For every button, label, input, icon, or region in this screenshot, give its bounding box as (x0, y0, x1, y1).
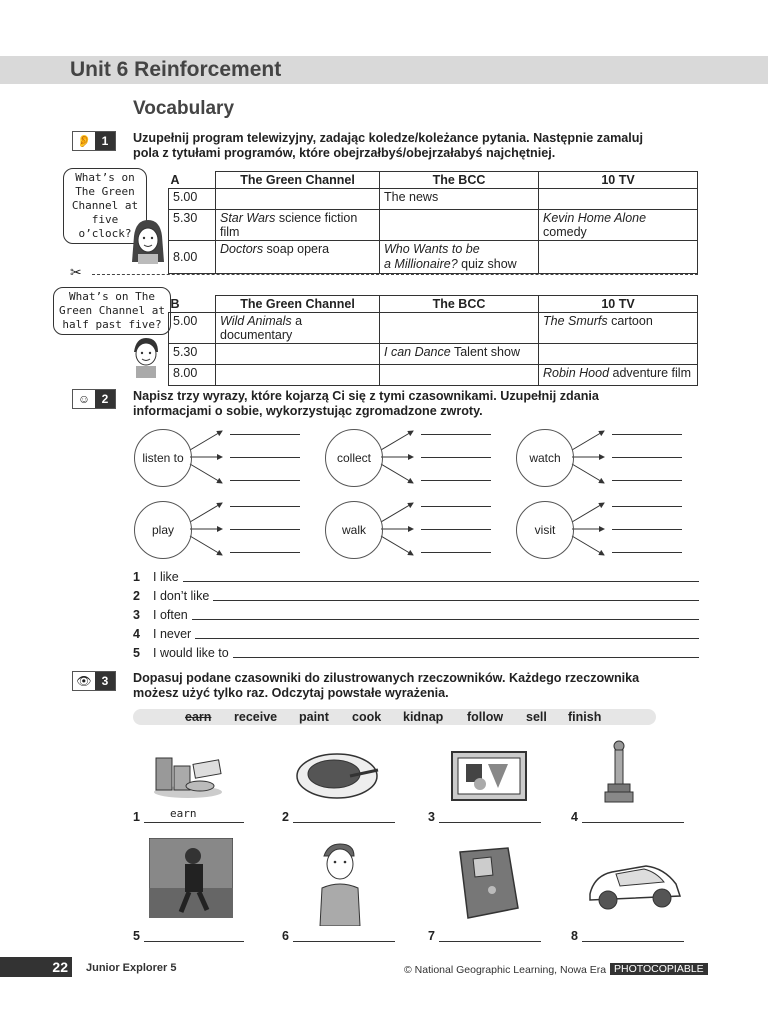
tv-table-a (168, 171, 698, 274)
time-cell: 8.00 (169, 365, 216, 386)
table-row (169, 210, 698, 241)
answer-line[interactable] (612, 529, 682, 530)
answer-line[interactable] (230, 480, 300, 481)
item-number: 6 (282, 929, 289, 943)
sentence-row: 4 I never (133, 622, 699, 641)
table-row (169, 189, 698, 210)
word-bank-item: sell (526, 710, 547, 724)
exercise-number: 1 (95, 132, 115, 150)
answer-line[interactable] (421, 480, 491, 481)
answer-line[interactable] (582, 941, 684, 942)
page-number: 22 (0, 957, 72, 977)
exercise-3-instruction (133, 671, 703, 701)
exercise-1-instruction (133, 131, 703, 161)
answer-line[interactable] (195, 638, 699, 639)
item-number: 4 (571, 810, 578, 824)
exercise-2-badge (72, 389, 116, 409)
exercise-1-badge (72, 131, 116, 151)
bubble-line: Green Channel at (59, 304, 165, 317)
program-cell[interactable]: Robin Hood adventure film (539, 365, 698, 386)
table-row (169, 241, 698, 274)
time-cell: 5.00 (169, 313, 216, 344)
word-bank-item: paint (299, 710, 329, 724)
program-cell[interactable] (539, 344, 698, 365)
book-illustration (452, 846, 522, 922)
trophy-illustration (602, 738, 636, 806)
girl-illustration (124, 216, 170, 266)
sentence-row: 3 I often (133, 603, 699, 622)
program-cell[interactable] (216, 365, 380, 386)
car-illustration (584, 856, 684, 914)
photocopiable-badge: PHOTOCOPIABLE (610, 963, 708, 975)
answer-line[interactable] (582, 822, 684, 823)
instruction-line: możesz użyć tylko raz. Odczytaj powstałe wyrażenia. (133, 686, 449, 700)
program-cell[interactable]: Star Wars science fiction film (216, 210, 380, 241)
program-cell[interactable]: The news (380, 189, 539, 210)
section-title: Vocabulary (133, 98, 235, 119)
table-label: B (170, 296, 180, 311)
answer-line[interactable] (183, 581, 699, 582)
bubble-line: What’s on The (68, 290, 156, 303)
table-row (169, 313, 698, 344)
bubble-line: half past five? (62, 318, 162, 331)
word-bank-item: receive (234, 710, 278, 724)
verb-circle-play: play (134, 501, 192, 559)
instruction-line: informacjami o sobie, wykorzystując zgromadzone zwroty. (133, 404, 483, 418)
copyright: © National Geographic Learning, Nowa Era (404, 964, 607, 976)
cut-line (92, 274, 698, 275)
item-number: 3 (428, 810, 435, 824)
item-number: 8 (571, 929, 578, 943)
word-bank-item: earn (185, 710, 212, 724)
time-cell: 5.30 (169, 210, 216, 241)
program-cell[interactable] (216, 344, 380, 365)
answer-line[interactable] (213, 600, 699, 601)
answer-line[interactable] (421, 552, 491, 553)
answer-line[interactable] (421, 506, 491, 507)
program-cell[interactable]: The Smurfs cartoon (539, 313, 698, 344)
column-header: 10 TV (539, 172, 698, 189)
answer-line[interactable] (439, 941, 541, 942)
bubble-line: What’s on (75, 171, 135, 184)
instruction-line: Napisz trzy wyrazy, które kojarzą Ci się z tymi czasownikami. Uzupełnij zdania (133, 389, 599, 403)
answer-line[interactable] (230, 529, 300, 530)
answer-line[interactable] (439, 822, 541, 823)
word-bank-item: cook (352, 710, 382, 724)
sentence-row: 1 I like (133, 565, 699, 584)
answer-line[interactable] (230, 457, 300, 458)
bubble-line: The Green (75, 185, 135, 198)
table-label: A (170, 172, 180, 187)
answer-line[interactable] (230, 506, 300, 507)
instruction-line: Uzupełnij program telewizyjny, zadając koledze/koleżance pytania. Następnie zamaluj (133, 131, 643, 145)
sentence-row: 2 I don’t like (133, 584, 699, 603)
program-cell[interactable]: I can Dance Talent show (380, 344, 539, 365)
answer-line[interactable] (421, 529, 491, 530)
exercise-3-badge (72, 671, 116, 691)
answer-line[interactable] (612, 434, 682, 435)
time-cell: 5.30 (169, 344, 216, 365)
answer-line[interactable] (612, 480, 682, 481)
exercise-number: 2 (95, 390, 115, 408)
instruction-line: Dopasuj podane czasowniki do zilustrowanych rzeczowników. Każdego rzeczownika (133, 671, 640, 685)
exercise-2-instruction (133, 389, 703, 419)
program-cell[interactable] (539, 189, 698, 210)
eye-icon: 👁 (76, 674, 92, 688)
table-row (169, 344, 698, 365)
answer-line[interactable] (230, 552, 300, 553)
answer-line[interactable] (192, 619, 699, 620)
verb-circle-collect: collect (325, 429, 383, 487)
answer-line[interactable] (612, 457, 682, 458)
program-cell[interactable] (216, 189, 380, 210)
program-cell[interactable]: Wild Animals a documentary (216, 313, 380, 344)
example-answer: earn (170, 807, 197, 820)
answer-line[interactable] (144, 822, 244, 823)
boy-illustration (124, 334, 168, 378)
program-cell[interactable]: Doctors soap opera (216, 241, 380, 274)
column-header: The Green Channel (216, 172, 380, 189)
program-cell[interactable]: Kevin Home Alone comedy (539, 210, 698, 241)
answer-line[interactable] (421, 457, 491, 458)
word-bank (133, 709, 656, 725)
item-number: 7 (428, 929, 435, 943)
answer-line[interactable] (144, 941, 244, 942)
money-illustration (150, 748, 226, 800)
kidnapper-illustration (149, 838, 233, 918)
bubble-line: Channel at (71, 199, 139, 212)
answer-line[interactable] (612, 552, 682, 553)
word-bank-item: follow (467, 710, 504, 724)
program-cell[interactable] (380, 365, 539, 386)
word-bank-item: kidnap (403, 710, 444, 724)
table-row (169, 365, 698, 386)
man-illustration (312, 842, 368, 926)
program-cell[interactable] (539, 241, 698, 274)
sentence-row: 5 I would like to (133, 641, 699, 660)
answer-line[interactable] (293, 822, 395, 823)
smiley-icon: ☺ (77, 392, 91, 406)
answer-line[interactable] (233, 657, 699, 658)
column-header: 10 TV (539, 296, 698, 313)
speech-bubble-b (53, 287, 171, 335)
bubble-line: five o’clock? (78, 213, 132, 240)
column-header: The BCC (380, 172, 539, 189)
item-number: 2 (282, 810, 289, 824)
scissors-icon: ✂ (70, 264, 82, 280)
answer-line[interactable] (612, 506, 682, 507)
exercise-number: 3 (95, 672, 115, 690)
tv-table-b (168, 295, 698, 386)
answer-line[interactable] (293, 941, 395, 942)
answer-line[interactable] (421, 434, 491, 435)
painting-illustration (448, 744, 530, 804)
verb-circle-walk: walk (325, 501, 383, 559)
column-header: The BCC (380, 296, 539, 313)
program-cell[interactable] (380, 313, 539, 344)
soup-illustration (294, 748, 380, 802)
verb-circle-listen-to: listen to (134, 429, 192, 487)
item-number: 5 (133, 929, 140, 943)
program-cell[interactable]: Who Wants to be a Millionaire? quiz show (380, 241, 539, 274)
verb-circle-watch: watch (516, 429, 574, 487)
verb-circle-visit: visit (516, 501, 574, 559)
word-bank-item: finish (568, 710, 602, 724)
ear-icon: 👂 (76, 134, 92, 148)
item-number: 1 (133, 810, 140, 824)
time-cell: 5.00 (169, 189, 216, 210)
sentence-list (133, 565, 699, 660)
answer-line[interactable] (230, 434, 300, 435)
program-cell[interactable] (380, 210, 539, 241)
instruction-line: pola z tytułami programów, które obejrzałbyś/obejrzałabyś najchętniej. (133, 146, 556, 160)
book-title: Junior Explorer 5 (86, 962, 177, 974)
column-header: The Green Channel (216, 296, 380, 313)
time-cell: 8.00 (169, 241, 216, 274)
unit-title: Unit 6 Reinforcement (70, 58, 282, 81)
